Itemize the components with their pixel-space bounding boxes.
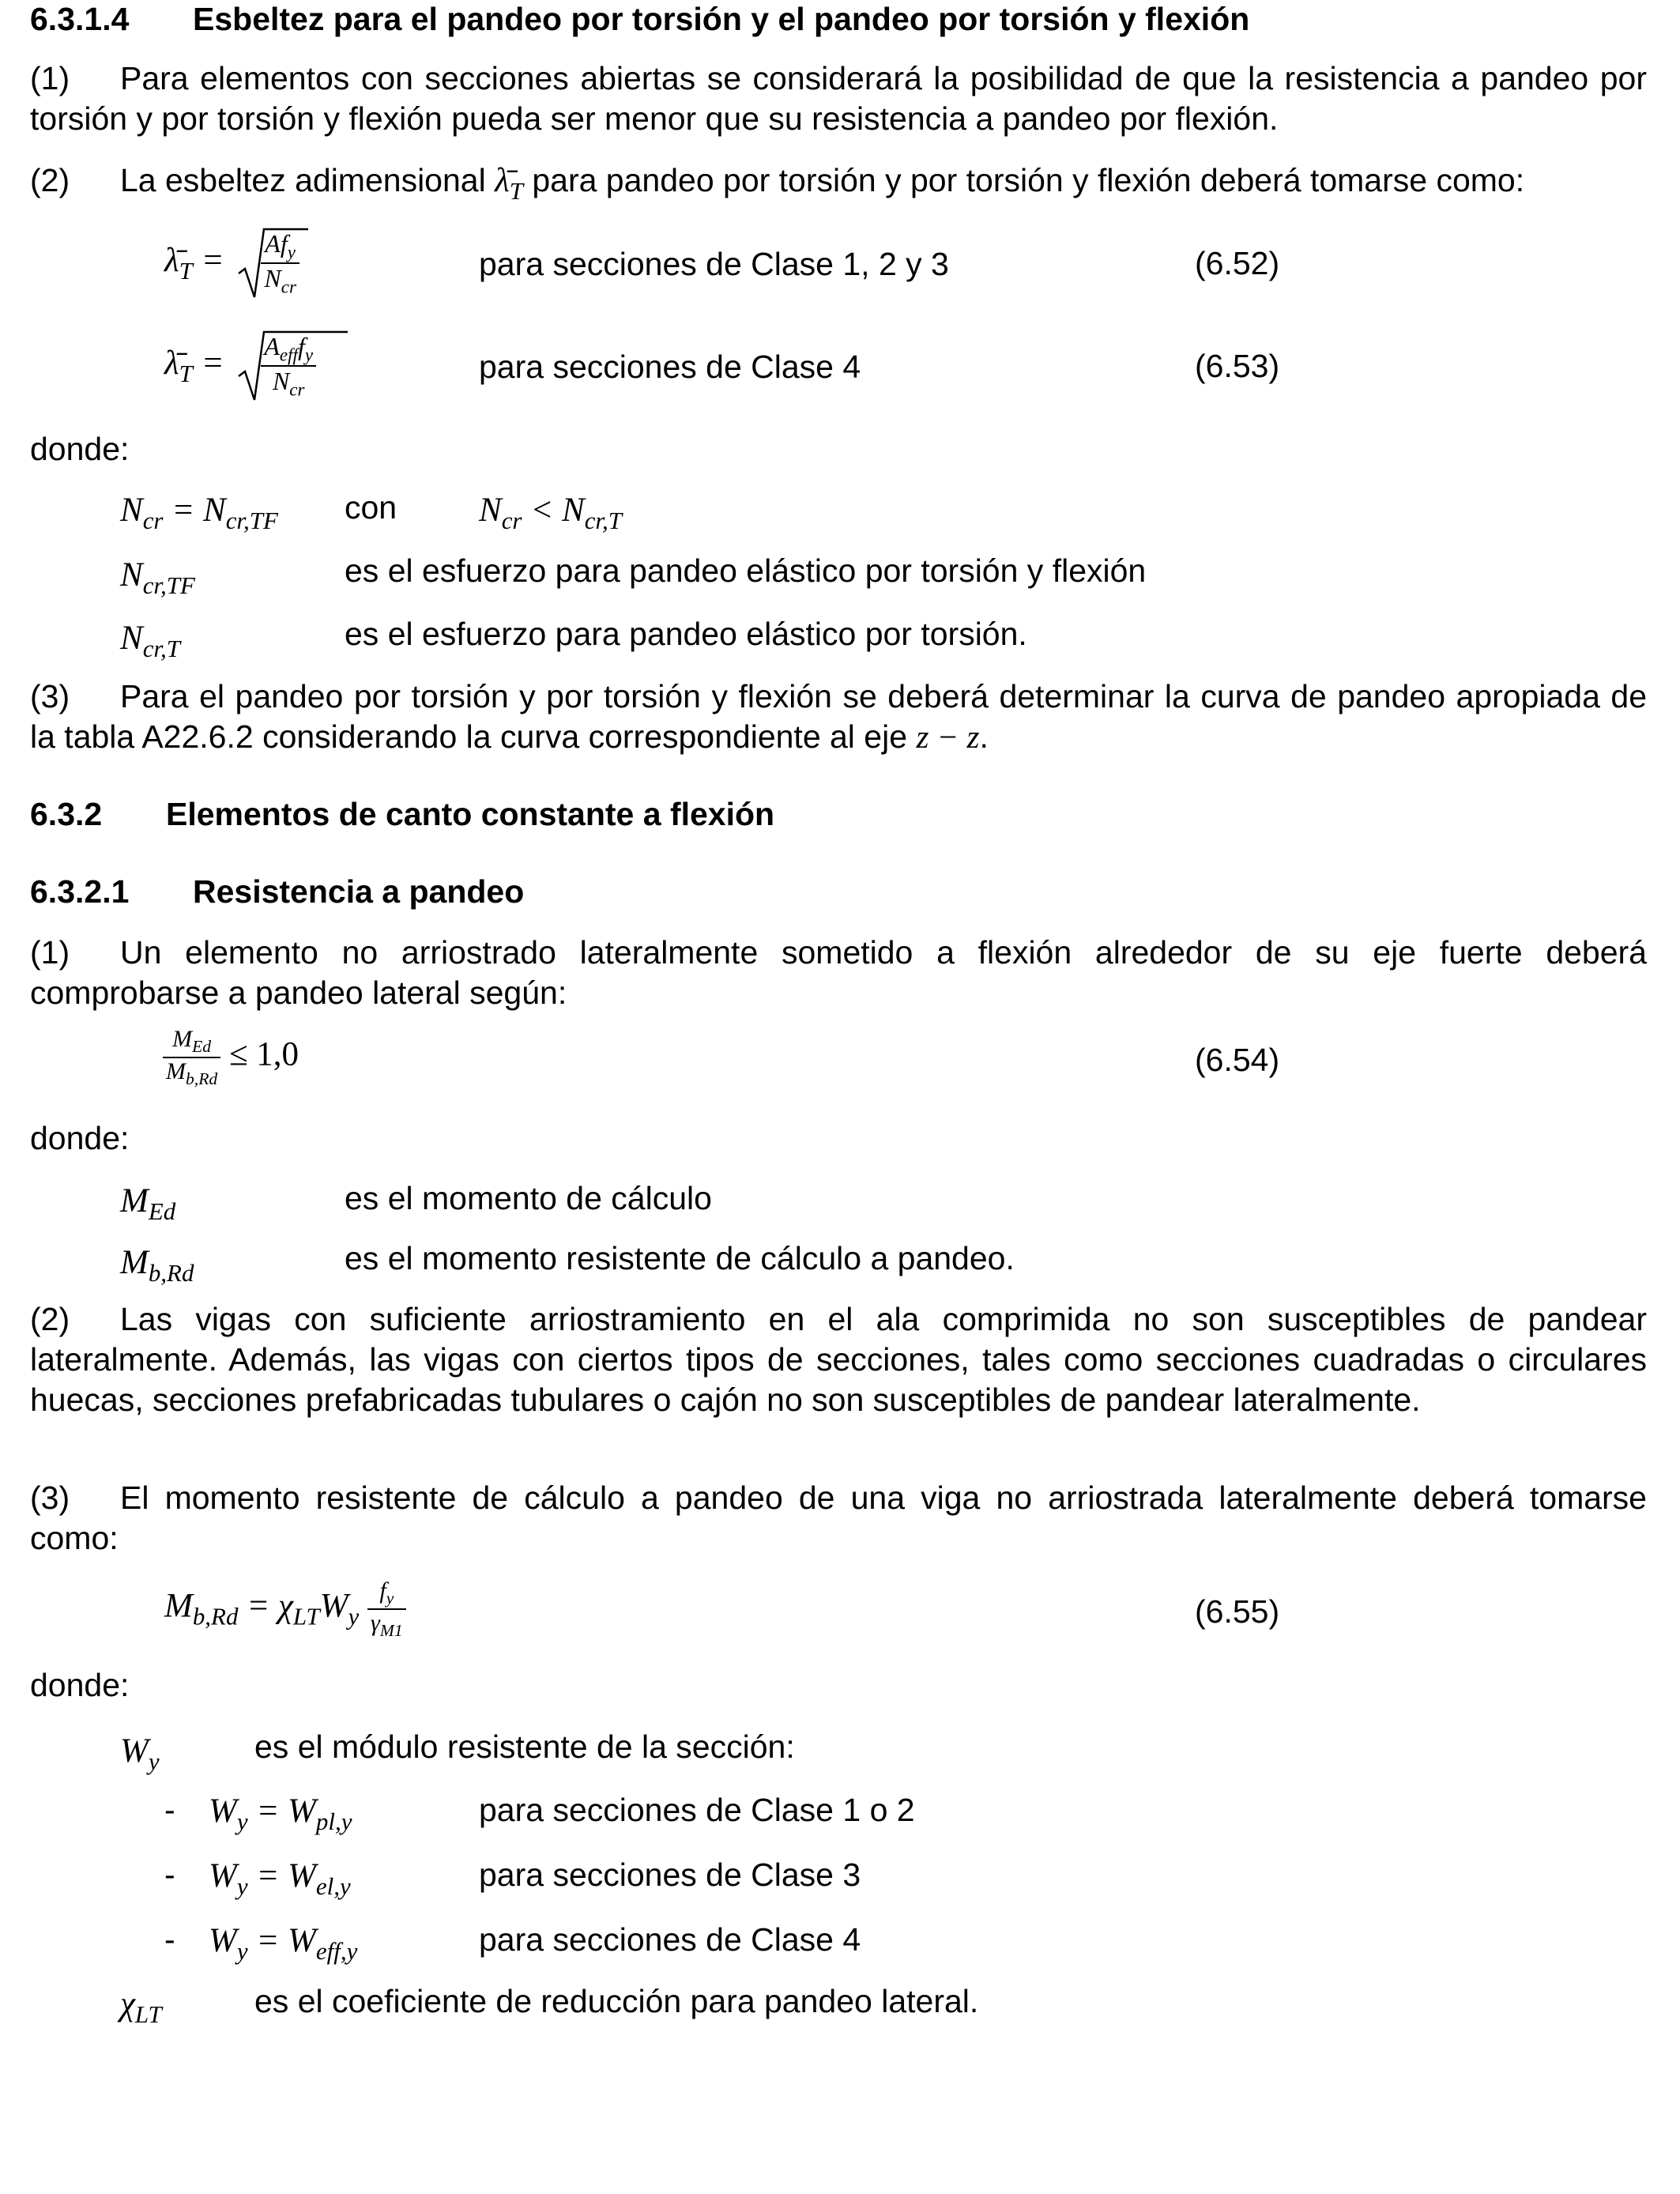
paragraph-number: (2) (30, 162, 70, 198)
wy-class3-description: para secciones de Clase 3 (479, 1857, 861, 1893)
z-z-axis: z − z (916, 718, 980, 755)
equation-6-52-formula: $\lambdā_T$ = $\frac{Af_y}{N_{cr}}$ (164, 229, 299, 297)
paragraph-3-6-3-1-4 (30, 677, 1647, 757)
section-number-6-3-1-4: 6.3.1.4 (30, 1, 130, 37)
paragraph-text: Para el pandeo por torsión y por torsión y flexión se deberá determinar la curva de pandeo apropiada de la tabla A22.6.2 considerando la curva correspondiente al eje (30, 678, 1647, 755)
paragraph-number: (2) (30, 1301, 70, 1337)
wy-class3-formula: $W_y = W_{el,y}$ (209, 1857, 351, 1900)
donde-label: donde: (30, 1667, 130, 1703)
chi-lt-symbol: $\chi_{LT}$ (120, 1985, 162, 2028)
section-number-6-3-2-1: 6.3.2.1 (30, 873, 130, 910)
paragraph-2-6-3-2-1 (30, 1299, 1647, 1420)
ncrtf-description: es el esfuerzo para pandeo elástico por torsión y flexión (345, 552, 1147, 589)
ncr-equals-ncrtf: $N_{cr} = N_{cr,TF}$ (120, 492, 278, 534)
equation-6-53-number: (6.53) (1195, 348, 1280, 384)
equation-6-52-description: para secciones de Clase 1, 2 y 3 (479, 246, 949, 282)
mbrd-symbol: $M_{b,Rd}$ (120, 1244, 194, 1287)
wy-class12-description: para secciones de Clase 1 o 2 (479, 1792, 915, 1828)
ncrtf-symbol: $N_{cr,TF}$ (120, 556, 195, 599)
list-dash: - (164, 1857, 175, 1893)
paragraph-number: (3) (30, 1480, 70, 1516)
section-title-6-3-2-1: Resistencia a pandeo (193, 873, 525, 910)
equation-6-55-number: (6.55) (1195, 1593, 1280, 1630)
paragraph-text: Las vigas con suficiente arriostramiento en el ala comprimida no son susceptibles de pandear lateralmente. Además, las vigas con ciertos tipos de secciones, tales como secciones cuadradas o circulares huecas, secciones prefabricadas tubulares o cajón no son susceptibles de pandear lateralmente. (30, 1301, 1647, 1418)
equation-6-54-rhs: ≤ 1,0 (228, 1035, 299, 1073)
donde-label: donde: (30, 431, 130, 467)
paragraph-number: (1) (30, 934, 70, 971)
section-title-6-3-2: Elementos de canto constante a flexión (166, 796, 775, 832)
ncrt-description: es el esfuerzo para pandeo elástico por torsión. (345, 616, 1027, 652)
wy-class12-formula: $W_y = W_{pl,y}$ (209, 1793, 352, 1835)
lambda-t-symbol: $\lambdā_T$ (495, 162, 523, 205)
ncr-less-ncrt: $N_{cr} < N_{cr,T}$ (479, 492, 622, 534)
list-dash: - (164, 1921, 175, 1958)
paragraph-3-6-3-2-1 (30, 1478, 1647, 1559)
equation-6-54-number: (6.54) (1195, 1042, 1280, 1078)
paragraph-2-6-3-1-4 (30, 160, 1524, 205)
equation-6-55-formula: $M_{b,Rd} = \chi_{LT}W_y$ $\frac{f_y}{\gamma_{M1}}$ (164, 1578, 406, 1640)
list-dash: - (164, 1792, 175, 1828)
paragraph-number: (1) (30, 60, 70, 96)
con-label: con (345, 489, 397, 526)
wy-class4-formula: $W_y = W_{eff,y}$ (209, 1922, 358, 1965)
wy-symbol: $W_y$ (120, 1732, 160, 1775)
paragraph-number: (3) (30, 678, 70, 714)
equation-6-54-formula: $\frac{M_{Ed}}{M_{b,Rd}}$ ≤ 1,0 (163, 1026, 299, 1088)
wy-description: es el módulo resistente de la sección: (254, 1728, 795, 1765)
paragraph-text: El momento resistente de cálculo a pandeo de una viga no arriostrada lateralmente deberá tomarse como: (30, 1480, 1647, 1556)
ncrt-symbol: $N_{cr,T}$ (120, 620, 180, 662)
equation-6-53-formula: $\lambdā_T$ = $\frac{A_{eff}f_y}{N_{cr}}$ (164, 332, 316, 400)
period: . (979, 718, 989, 755)
med-description: es el momento de cálculo (345, 1180, 712, 1216)
med-symbol: $M_{Ed}$ (120, 1182, 176, 1225)
section-title-6-3-1-4: Esbeltez para el pandeo por torsión y el pandeo por torsión y flexión (193, 1, 1250, 37)
paragraph-text: Para elementos con secciones abiertas se considerará la posibilidad de que la resistencia a pandeo por torsión y por torsión y flexión pueda ser menor que su resistencia a pandeo por flexión. (30, 60, 1647, 137)
section-number-6-3-2: 6.3.2 (30, 796, 103, 832)
paragraph-text-after: para pandeo por torsión y por torsión y flexión deberá tomarse como: (532, 162, 1525, 198)
paragraph-1-6-3-1-4 (30, 58, 1647, 139)
equation-6-52-number: (6.52) (1195, 245, 1280, 281)
chi-lt-description: es el coeficiente de reducción para pandeo lateral. (254, 1983, 979, 2019)
wy-class4-description: para secciones de Clase 4 (479, 1921, 861, 1958)
paragraph-text: Un elemento no arriostrado lateralmente sometido a flexión alrededor de su eje fuerte deberá comprobarse a pandeo lateral según: (30, 934, 1647, 1011)
donde-label: donde: (30, 1120, 130, 1156)
mbrd-description: es el momento resistente de cálculo a pandeo. (345, 1240, 1015, 1276)
paragraph-text-before: La esbeltez adimensional (120, 162, 486, 198)
paragraph-1-6-3-2-1 (30, 933, 1647, 1013)
equation-6-53-description: para secciones de Clase 4 (479, 349, 861, 385)
